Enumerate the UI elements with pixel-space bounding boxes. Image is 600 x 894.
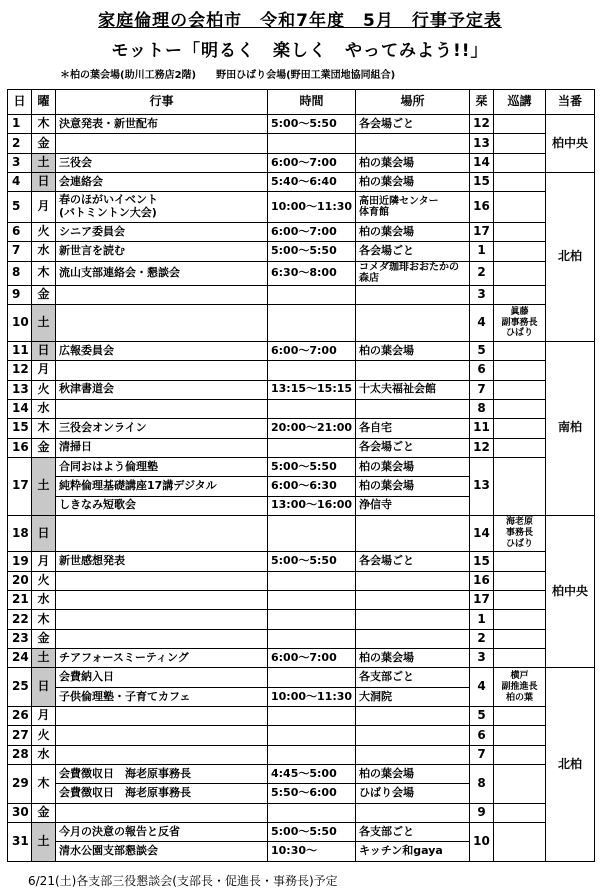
event-place (356, 803, 470, 822)
event-place: 各会場ごと (356, 242, 470, 261)
event-place: 柏の葉会場 (356, 457, 470, 476)
event-place (356, 745, 470, 764)
weekday-cell: 木 (32, 419, 56, 438)
kei-cell: 5 (470, 341, 494, 360)
kei-cell: 11 (470, 419, 494, 438)
table-row (8, 438, 595, 457)
event-place: 柏の葉会場 (356, 649, 470, 668)
day-cell: 16 (8, 438, 32, 457)
event-name: シニア委員会 (56, 222, 268, 241)
day-cell: 12 (8, 361, 32, 380)
event-name: 三役会オンライン (56, 419, 268, 438)
junko-cell (494, 571, 546, 590)
weekday-cell: 火 (32, 571, 56, 590)
kei-cell: 17 (470, 222, 494, 241)
kei-cell: 8 (470, 399, 494, 418)
event-place: 各会場ごと (356, 552, 470, 571)
kei-cell: 5 (470, 707, 494, 726)
table-row (8, 172, 595, 191)
junko-cell (494, 823, 546, 862)
event-place (356, 726, 470, 745)
event-name: 合同おはよう倫理塾 (56, 457, 268, 476)
weekday-cell: 月 (32, 707, 56, 726)
day-cell: 8 (8, 261, 32, 285)
header-event: 行事 (56, 90, 268, 115)
event-place (356, 610, 470, 629)
day-cell: 7 (8, 242, 32, 261)
kei-cell: 3 (470, 285, 494, 304)
event-time: 5:00～5:50 (268, 457, 356, 476)
junko-cell (494, 765, 546, 804)
junko-cell (494, 803, 546, 822)
kei-cell: 1 (470, 610, 494, 629)
junko-cell (494, 115, 546, 134)
event-name (56, 610, 268, 629)
event-time (268, 134, 356, 153)
event-time (268, 305, 356, 342)
weekday-cell: 月 (32, 361, 56, 380)
day-cell: 21 (8, 591, 32, 610)
table-row (8, 803, 595, 822)
kei-cell: 12 (470, 438, 494, 457)
event-name (56, 361, 268, 380)
table-row (8, 242, 595, 261)
event-place: 高田近隣センター 体育館 (356, 192, 470, 223)
junko-cell (494, 172, 546, 191)
junko-cell (494, 242, 546, 261)
table-row (8, 285, 595, 304)
weekday-cell: 日 (32, 172, 56, 191)
event-name: 会費納入日 (56, 668, 268, 687)
junko-cell (494, 285, 546, 304)
day-cell: 23 (8, 629, 32, 648)
event-place: 柏の葉会場 (356, 172, 470, 191)
event-time (268, 399, 356, 418)
table-row (8, 707, 595, 726)
kei-cell: 6 (470, 726, 494, 745)
event-place (356, 707, 470, 726)
weekday-cell: 土 (32, 457, 56, 515)
weekday-cell: 月 (32, 552, 56, 571)
kei-cell: 10 (470, 823, 494, 862)
junko-cell (494, 361, 546, 380)
event-name (56, 803, 268, 822)
table-row (8, 261, 595, 285)
day-cell: 14 (8, 399, 32, 418)
event-time: 6:00～7:00 (268, 222, 356, 241)
event-place: コメダ珈琲おおたかの 森店 (356, 261, 470, 285)
weekday-cell: 土 (32, 305, 56, 342)
venues-note: ＊柏の葉会場(助川工務店2階) 野田ひばり会場(野田工業団地協同組合) (60, 70, 396, 81)
event-place (356, 361, 470, 380)
schedule-table (7, 89, 595, 862)
header-time: 時間 (268, 90, 356, 115)
table-row (8, 823, 595, 842)
kei-cell: 15 (470, 172, 494, 191)
weekday-cell: 水 (32, 242, 56, 261)
event-name: 春のほがいイベント (バトミントン大会) (56, 192, 268, 223)
event-place: 十太夫福祉会館 (356, 380, 470, 399)
event-name: 今月の決意の報告と反省 (56, 823, 268, 842)
table-row (8, 552, 595, 571)
weekday-cell: 土 (32, 823, 56, 862)
event-time: 5:00～5:50 (268, 552, 356, 571)
kei-cell: 8 (470, 765, 494, 804)
junko-cell (494, 222, 546, 241)
toban-cell: 北柏 (546, 172, 595, 341)
weekday-cell: 水 (32, 745, 56, 764)
table-row (8, 222, 595, 241)
event-place: 各自宅 (356, 419, 470, 438)
table-row (8, 629, 595, 648)
event-time (268, 707, 356, 726)
weekday-cell: 金 (32, 285, 56, 304)
kei-cell: 4 (470, 668, 494, 707)
table-row (8, 668, 595, 687)
event-place (356, 305, 470, 342)
event-name (56, 707, 268, 726)
event-time: 10:30～ (268, 842, 356, 862)
table-row (8, 153, 595, 172)
event-name: 会費徴収日 海老原事務長 (56, 784, 268, 803)
weekday-cell: 木 (32, 610, 56, 629)
day-cell: 25 (8, 668, 32, 707)
weekday-cell: 金 (32, 803, 56, 822)
day-cell: 4 (8, 172, 32, 191)
junko-cell: 眞藤 副事務長 ひばり (494, 305, 546, 342)
event-name: 清掃日 (56, 438, 268, 457)
event-place (356, 515, 470, 552)
event-place (356, 399, 470, 418)
event-time (268, 285, 356, 304)
event-name (56, 515, 268, 552)
day-cell: 10 (8, 305, 32, 342)
day-cell: 29 (8, 765, 32, 804)
day-cell: 24 (8, 649, 32, 668)
day-cell: 22 (8, 610, 32, 629)
event-name (56, 571, 268, 590)
junko-cell: 横戸 副推進長 柏の葉 (494, 668, 546, 707)
event-time: 6:30～8:00 (268, 261, 356, 285)
event-place (356, 591, 470, 610)
day-cell: 13 (8, 380, 32, 399)
day-cell: 26 (8, 707, 32, 726)
event-place: ひばり会場 (356, 784, 470, 803)
toban-cell: 北柏 (546, 668, 595, 862)
table-row (8, 134, 595, 153)
event-place: 各支部ごと (356, 668, 470, 687)
junko-cell (494, 552, 546, 571)
junko-cell (494, 153, 546, 172)
day-cell: 20 (8, 571, 32, 590)
event-time (268, 361, 356, 380)
table-row (8, 380, 595, 399)
weekday-cell: 火 (32, 380, 56, 399)
event-time (268, 438, 356, 457)
event-time: 6:00～6:30 (268, 477, 356, 496)
event-place: 柏の葉会場 (356, 765, 470, 784)
table-row (8, 419, 595, 438)
weekday-cell: 金 (32, 134, 56, 153)
junko-cell (494, 192, 546, 223)
event-name (56, 591, 268, 610)
kei-cell: 12 (470, 115, 494, 134)
day-cell: 18 (8, 515, 32, 552)
day-cell: 9 (8, 285, 32, 304)
weekday-cell: 月 (32, 192, 56, 223)
table-row (8, 726, 595, 745)
table-row (8, 571, 595, 590)
kei-cell: 16 (470, 571, 494, 590)
event-name (56, 305, 268, 342)
event-place (356, 629, 470, 648)
event-time: 5:00～5:50 (268, 823, 356, 842)
kei-cell: 13 (470, 134, 494, 153)
event-place: 柏の葉会場 (356, 153, 470, 172)
junko-cell (494, 134, 546, 153)
weekday-cell: 水 (32, 399, 56, 418)
junko-cell (494, 649, 546, 668)
weekday-cell: 金 (32, 629, 56, 648)
kei-cell: 2 (470, 261, 494, 285)
event-place: 各会場ごと (356, 438, 470, 457)
weekday-cell: 火 (32, 222, 56, 241)
table-row (8, 361, 595, 380)
weekday-cell: 日 (32, 341, 56, 360)
header-place: 場所 (356, 90, 470, 115)
event-time: 6:00～7:00 (268, 649, 356, 668)
event-time: 6:00～7:00 (268, 341, 356, 360)
table-row (8, 115, 595, 134)
kei-cell: 14 (470, 153, 494, 172)
kei-cell: 15 (470, 552, 494, 571)
junko-cell (494, 745, 546, 764)
kei-cell: 2 (470, 629, 494, 648)
table-row (8, 305, 595, 342)
event-time: 5:50～6:00 (268, 784, 356, 803)
day-cell: 19 (8, 552, 32, 571)
day-cell: 6 (8, 222, 32, 241)
junko-cell (494, 438, 546, 457)
event-time: 5:40～6:40 (268, 172, 356, 191)
event-place (356, 285, 470, 304)
event-time: 10:00～11:30 (268, 192, 356, 223)
kei-cell: 9 (470, 803, 494, 822)
day-cell: 15 (8, 419, 32, 438)
weekday-cell: 木 (32, 261, 56, 285)
junko-cell (494, 707, 546, 726)
kei-cell: 3 (470, 649, 494, 668)
weekday-cell: 土 (32, 153, 56, 172)
kei-cell: 16 (470, 192, 494, 223)
table-row (8, 341, 595, 360)
event-time: 20:00～21:00 (268, 419, 356, 438)
junko-cell (494, 726, 546, 745)
event-name: 広報委員会 (56, 341, 268, 360)
event-time (268, 571, 356, 590)
kei-cell: 6 (470, 361, 494, 380)
kei-cell: 4 (470, 305, 494, 342)
event-place: 柏の葉会場 (356, 477, 470, 496)
event-name: 新世言を読む (56, 242, 268, 261)
event-name: しきなみ短歌会 (56, 496, 268, 515)
day-cell: 30 (8, 803, 32, 822)
table-row (8, 745, 595, 764)
event-name: 会連絡会 (56, 172, 268, 191)
event-place (356, 134, 470, 153)
weekday-cell: 土 (32, 649, 56, 668)
day-cell: 11 (8, 341, 32, 360)
weekday-cell: 水 (32, 591, 56, 610)
table-row (8, 457, 595, 476)
header-junko: 巡講 (494, 90, 546, 115)
day-cell: 31 (8, 823, 32, 862)
event-place: 大洞院 (356, 687, 470, 706)
event-name: 決意発表・新世配布 (56, 115, 268, 134)
event-place: 柏の葉会場 (356, 341, 470, 360)
event-name: 三役会 (56, 153, 268, 172)
event-name (56, 134, 268, 153)
event-time (268, 629, 356, 648)
kei-cell: 17 (470, 591, 494, 610)
event-name (56, 399, 268, 418)
kei-cell: 7 (470, 380, 494, 399)
event-time: 13:15～15:15 (268, 380, 356, 399)
event-time (268, 515, 356, 552)
event-time: 4:45～5:00 (268, 765, 356, 784)
day-cell: 17 (8, 457, 32, 515)
table-row (8, 765, 595, 784)
event-time: 6:00～7:00 (268, 153, 356, 172)
event-place: 柏の葉会場 (356, 222, 470, 241)
junko-cell (494, 629, 546, 648)
kei-cell: 13 (470, 457, 494, 515)
event-time: 10:00～11:30 (268, 687, 356, 706)
day-cell: 3 (8, 153, 32, 172)
page-title: 家庭倫理の会柏市 令和7年度 5月 行事予定表 (98, 11, 502, 31)
footer-note: 6/21(土)各支部三役懇談会(支部長・促進長・事務長)予定 (28, 874, 338, 888)
event-name (56, 745, 268, 764)
day-cell: 1 (8, 115, 32, 134)
weekday-cell: 木 (32, 765, 56, 804)
table-row (8, 515, 595, 552)
event-name: 子供倫理塾・子育てカフェ (56, 687, 268, 706)
motto: モットー「明るく 楽しく やってみよう!!」 (111, 41, 489, 61)
event-time (268, 726, 356, 745)
table-row (8, 649, 595, 668)
event-place: キッチン和gaya (356, 842, 470, 862)
junko-cell (494, 380, 546, 399)
weekday-cell: 火 (32, 726, 56, 745)
weekday-cell: 木 (32, 115, 56, 134)
event-time (268, 591, 356, 610)
toban-cell: 南柏 (546, 341, 595, 515)
table-row (8, 591, 595, 610)
event-name: 会費徴収日 海老原事務長 (56, 765, 268, 784)
day-cell: 2 (8, 134, 32, 153)
junko-cell (494, 591, 546, 610)
schedule-body (8, 115, 595, 862)
day-cell: 27 (8, 726, 32, 745)
kei-cell: 14 (470, 515, 494, 552)
header-day: 日 (8, 90, 32, 115)
event-name (56, 285, 268, 304)
junko-cell (494, 341, 546, 360)
weekday-cell: 日 (32, 515, 56, 552)
junko-cell (494, 610, 546, 629)
toban-cell: 柏中央 (546, 515, 595, 668)
junko-cell (494, 399, 546, 418)
header-dow: 曜 (32, 90, 56, 115)
event-time (268, 668, 356, 687)
toban-cell: 柏中央 (546, 115, 595, 173)
event-name (56, 629, 268, 648)
junko-cell (494, 457, 546, 515)
event-name: 清水公園支部懇談会 (56, 842, 268, 862)
kei-cell: 7 (470, 745, 494, 764)
event-time (268, 610, 356, 629)
header-kei: 栞 (470, 90, 494, 115)
table-row (8, 610, 595, 629)
table-row (8, 192, 595, 223)
header-row (8, 90, 595, 115)
table-row (8, 399, 595, 418)
event-place: 各支部ごと (356, 823, 470, 842)
junko-cell: 海老原 事務長 ひばり (494, 515, 546, 552)
event-name: チアフォースミーティング (56, 649, 268, 668)
junko-cell (494, 419, 546, 438)
day-cell: 28 (8, 745, 32, 764)
event-place: 各会場ごと (356, 115, 470, 134)
event-name: 流山支部連絡会・懇談会 (56, 261, 268, 285)
event-name: 純粋倫理基礎講座17講デジタル (56, 477, 268, 496)
event-place (356, 571, 470, 590)
day-cell: 5 (8, 192, 32, 223)
header-toban: 当番 (546, 90, 595, 115)
event-time (268, 803, 356, 822)
event-time: 13:00～16:00 (268, 496, 356, 515)
event-time (268, 745, 356, 764)
junko-cell (494, 261, 546, 285)
event-time: 5:00～5:50 (268, 115, 356, 134)
event-name (56, 726, 268, 745)
weekday-cell: 日 (32, 668, 56, 707)
weekday-cell: 金 (32, 438, 56, 457)
event-place: 浄信寺 (356, 496, 470, 515)
event-name: 新世感想発表 (56, 552, 268, 571)
event-name: 秋津書道会 (56, 380, 268, 399)
event-time: 5:00～5:50 (268, 242, 356, 261)
kei-cell: 1 (470, 242, 494, 261)
